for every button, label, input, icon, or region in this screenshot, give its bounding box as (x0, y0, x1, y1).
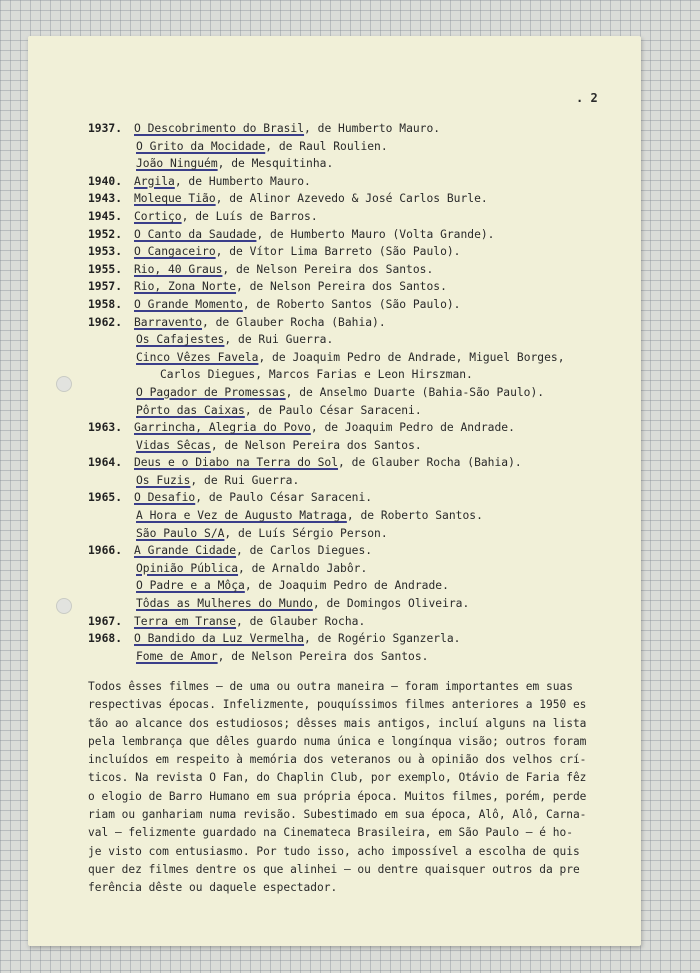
film-title: Moleque Tião (134, 192, 216, 206)
film-title: Tôdas as Mulheres do Mundo (136, 597, 313, 611)
page-number: . 2 (576, 91, 598, 105)
film-director: , de Nelson Pereira dos Santos. (222, 262, 434, 276)
film-year: 1937. (88, 122, 123, 135)
film-entry (88, 243, 628, 261)
film-entry (88, 208, 628, 226)
paragraph-line: val — felizmente guardado na Cinemateca Brasileira, em São Paulo — é ho- (88, 826, 573, 840)
film-title: Fome de Amor (136, 649, 218, 663)
film-title: Deus e o Diabo na Terra do Sol (134, 456, 339, 470)
punch-hole-bottom (56, 598, 72, 614)
film-entry (88, 454, 628, 472)
film-director: , de Joaquim Pedro de Andrade. (244, 579, 449, 593)
film-director: , de Anselmo Duarte (Bahia-São Paulo). (285, 385, 545, 399)
paragraph-line: riam ou ganhariam numa revisão. Subestimado em sua época, Alô, Alô, Carna- (88, 808, 587, 822)
film-director: , de Arnaldo Jabôr. (238, 561, 368, 575)
film-year: 1958. (88, 297, 123, 311)
film-director: , de Humberto Mauro (Volta Grande). (256, 227, 495, 241)
film-title: O Grande Momento (134, 297, 243, 311)
film-director: , de Humberto Mauro. (304, 122, 441, 135)
film-director: , de Vítor Lima Barreto (São Paulo). (215, 245, 461, 259)
paragraph-line: ticos. Na revista O Fan, do Chaplin Club, por exemplo, Otávio de Faria fêz (88, 771, 587, 785)
film-director: , de Paulo César Saraceni. (244, 403, 422, 417)
film-year: 1967. (88, 614, 123, 628)
film-entry (88, 190, 628, 208)
film-director: , de Paulo César Saraceni. (195, 491, 373, 505)
film-entry (88, 349, 628, 367)
film-entry (88, 648, 628, 666)
film-entry (88, 155, 628, 173)
paragraph-line: respectivas épocas. Infelizmente, pouquíssimos filmes anteriores a 1950 es (88, 698, 587, 712)
film-entry (88, 120, 628, 138)
film-year: 1965. (88, 491, 123, 505)
film-title: Opinião Pública (136, 561, 239, 575)
film-year: 1957. (88, 280, 123, 294)
film-title: O Bandido da Luz Vermelha (134, 632, 305, 646)
film-entry (88, 314, 628, 332)
film-title: Rio, 40 Graus (134, 262, 223, 276)
film-director: , de Rogério Sganzerla. (304, 632, 461, 646)
paragraph-line: quer dez filmes dentre os que alinhei — ou dentre quaisquer outros da pre (88, 862, 580, 876)
film-director: , de Roberto Santos. (346, 509, 483, 523)
film-title: O Canto da Saudade (134, 227, 257, 241)
film-title: Os Cafajestes (136, 333, 225, 347)
film-director: , de Glauber Rocha (Bahia). (338, 456, 522, 470)
paragraph-line: je visto com entusiasmo. Por tudo isso, acho impossível a escolha de quis (88, 844, 580, 858)
film-title: Cortiço (134, 209, 182, 223)
film-title: O Desafio (134, 491, 196, 505)
film-year: 1964. (88, 456, 123, 470)
film-director: , de Alinor Azevedo & José Carlos Burle. (215, 192, 488, 206)
film-director: , de Glauber Rocha. (236, 614, 366, 628)
film-director: , de Mesquitinha. (217, 157, 334, 171)
film-entry (88, 419, 628, 437)
film-director: , de Rui Guerra. (190, 473, 300, 487)
film-year: 1963. (88, 421, 123, 435)
film-entry (88, 525, 628, 543)
film-list (88, 120, 628, 665)
film-year: 1962. (88, 315, 123, 329)
film-title: João Ninguém (136, 157, 218, 171)
film-title: Os Fuzis (136, 473, 191, 487)
film-entry (88, 138, 628, 156)
film-title: Argila (134, 174, 175, 188)
paragraph-line: o elogio de Barro Humano em sua própria época. Muitos filmes, porém, perde (88, 789, 587, 803)
film-director: , de Domingos Oliveira. (312, 597, 470, 611)
film-entry (88, 226, 628, 244)
film-entry (88, 489, 628, 507)
film-year: 1968. (88, 632, 123, 646)
film-entry (88, 261, 628, 279)
film-title: Cinco Vêzes Favela (136, 350, 259, 364)
paragraph-line: ferência dêste ou daquele espectador. (88, 881, 338, 895)
film-director: , de Roberto Santos (São Paulo). (242, 297, 461, 311)
film-director: , de Luís Sérgio Person. (224, 526, 388, 540)
film-entry (88, 560, 628, 578)
film-title: Pôrto das Caixas (136, 403, 245, 417)
film-director: , de Nelson Pereira dos Santos. (210, 438, 422, 452)
film-year: 1940. (88, 174, 123, 188)
film-entry (88, 613, 628, 631)
film-entry (88, 542, 628, 560)
film-year: 1945. (88, 209, 123, 223)
paragraph-line: incluídos em respeito à memória dos veteranos ou à opinião dos velhos crí- (88, 753, 587, 767)
film-entry (88, 296, 628, 314)
film-director: , de Luís de Barros. (181, 209, 318, 223)
film-director: , de Humberto Mauro. (174, 174, 311, 188)
film-director: , de Carlos Diegues. (236, 544, 373, 558)
film-director: , de Glauber Rocha (Bahia). (202, 315, 386, 329)
film-entry (88, 595, 628, 613)
film-title: O Cangaceiro (134, 245, 216, 259)
film-entry (88, 173, 628, 191)
film-entry (88, 437, 628, 455)
paragraph-line: Todos êsses filmes — de uma ou outra maneira — foram importantes em suas (88, 680, 573, 693)
film-title: Rio, Zona Norte (134, 280, 237, 294)
film-title: O Padre e a Môça (136, 579, 245, 593)
film-entry (88, 577, 628, 595)
film-year: 1952. (88, 227, 123, 241)
film-director: , de Rui Guerra. (224, 333, 334, 347)
film-title: Barravento (134, 315, 203, 329)
punch-hole-top (56, 376, 72, 392)
film-year: 1943. (88, 192, 123, 206)
film-director: Carlos Diegues, Marcos Farias e Leon Hirszman. (160, 368, 473, 382)
film-title: A Grande Cidade (134, 544, 237, 558)
film-entry (88, 507, 628, 525)
paragraph-line: tão ao alcance dos estudiosos; dêsses mais antigos, incluí alguns na lista (88, 716, 587, 730)
film-title: São Paulo S/A (136, 526, 225, 540)
film-title: Terra em Transe (134, 614, 237, 628)
film-director: , de Raul Roulien. (265, 139, 388, 153)
film-entry (88, 630, 628, 648)
film-entry (88, 384, 628, 402)
film-entry (88, 366, 628, 384)
film-title: A Hora e Vez de Augusto Matraga (136, 509, 347, 523)
film-title: O Descobrimento do Brasil (134, 122, 305, 135)
film-director: , de Nelson Pereira dos Santos. (217, 649, 429, 663)
film-title: O Grito da Mocidade (136, 139, 266, 153)
film-director: , de Joaquim Pedro de Andrade. (310, 421, 515, 435)
film-entry (88, 402, 628, 420)
film-year: 1966. (88, 544, 123, 558)
film-entry (88, 278, 628, 296)
film-director: , de Joaquim Pedro de Andrade, Miguel Borges, (258, 350, 565, 364)
film-title: O Pagador de Promessas (136, 385, 286, 399)
film-year: 1955. (88, 262, 123, 276)
film-title: Vidas Sêcas (136, 438, 211, 452)
commentary-paragraph (88, 678, 618, 898)
film-year: 1953. (88, 245, 123, 259)
film-entry (88, 472, 628, 490)
film-director: , de Nelson Pereira dos Santos. (236, 280, 447, 294)
film-entry (88, 331, 628, 349)
paragraph-line: pela lembrança que dêles guardo numa única e longínqua visão; outros foram (88, 734, 587, 748)
film-title: Garrincha, Alegria do Povo (134, 421, 311, 435)
